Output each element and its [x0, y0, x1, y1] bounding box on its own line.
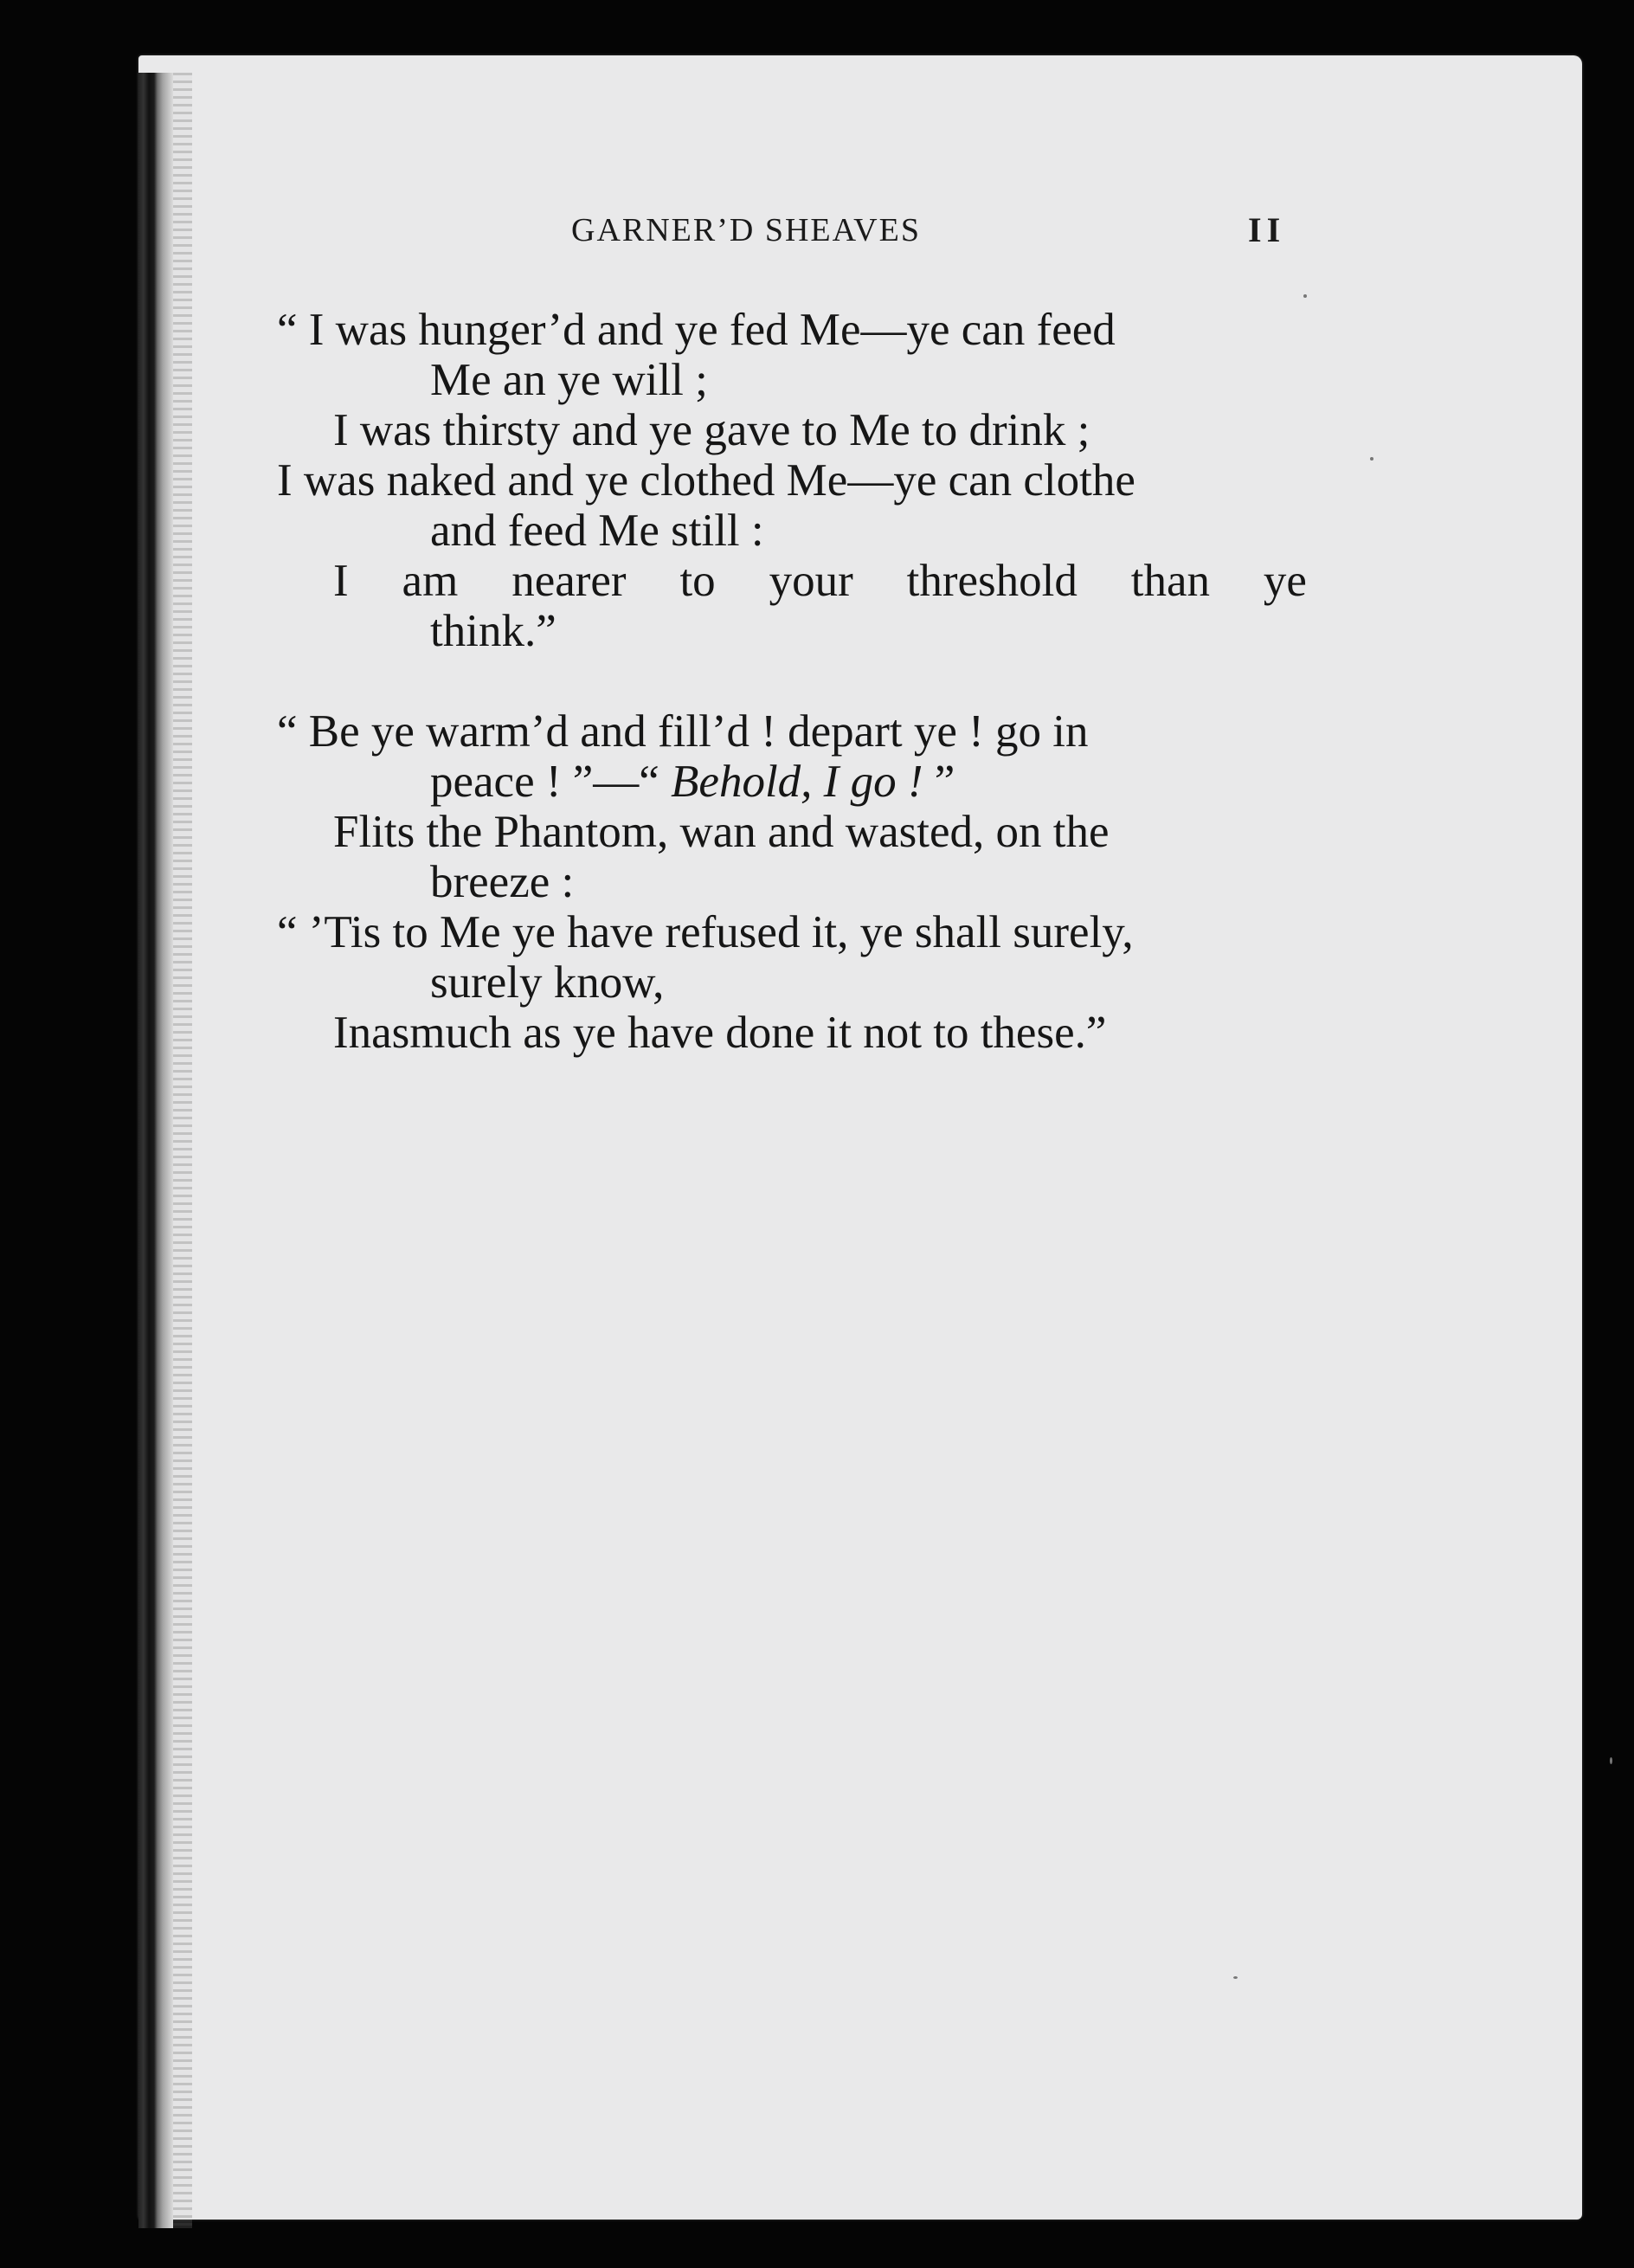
line-text: peace ! ”—“ — [430, 757, 672, 807]
poem-line-justified — [0, 556, 1307, 606]
word: nearer — [511, 556, 627, 606]
poem-line: and feed Me still : — [430, 506, 764, 556]
word: am — [402, 556, 459, 606]
running-head-title: GARNER’D SHEAVES — [571, 212, 921, 248]
italic-text: Behold, I go ! — [671, 757, 923, 807]
line-text: ” — [923, 757, 955, 807]
word: your — [769, 556, 853, 606]
word: threshold — [906, 556, 1078, 606]
poem-line: Flits the Phantom, wan and wasted, on the — [333, 807, 1110, 857]
poem-line: “ Be ye warm’d and fill’d ! depart ye ! go in — [277, 706, 1089, 757]
dust-speck — [1303, 294, 1307, 298]
poem-line: Me an ye will ; — [430, 355, 708, 405]
poem-line: think.” — [430, 606, 556, 656]
poem-line: breeze : — [430, 857, 575, 907]
word: to — [679, 556, 716, 606]
stanza-1 — [0, 305, 1634, 656]
poem-line: “ I was hunger’d and ye fed Me—ye can feed — [277, 305, 1116, 355]
dust-speck — [1233, 1976, 1238, 1979]
poem-line: “ ’Tis to Me ye have refused it, ye shall surely, — [277, 907, 1134, 957]
word: than — [1130, 556, 1211, 606]
page-number: II — [1248, 210, 1286, 249]
word: ye — [1263, 556, 1307, 606]
poem-text — [0, 305, 1634, 1108]
poem-line: Inasmuch as ye have done it not to these.” — [333, 1008, 1107, 1058]
poem-line: I was naked and ye clothed Me—ye can clothe — [277, 455, 1135, 506]
poem-line: surely know, — [430, 957, 665, 1008]
poem-line: I was thirsty and ye gave to Me to drink ; — [333, 405, 1090, 455]
running-head — [0, 211, 1634, 263]
poem-line — [0, 757, 1634, 807]
dust-speck — [1610, 1757, 1612, 1764]
word: I — [333, 556, 349, 606]
stanza-2 — [0, 706, 1634, 1058]
